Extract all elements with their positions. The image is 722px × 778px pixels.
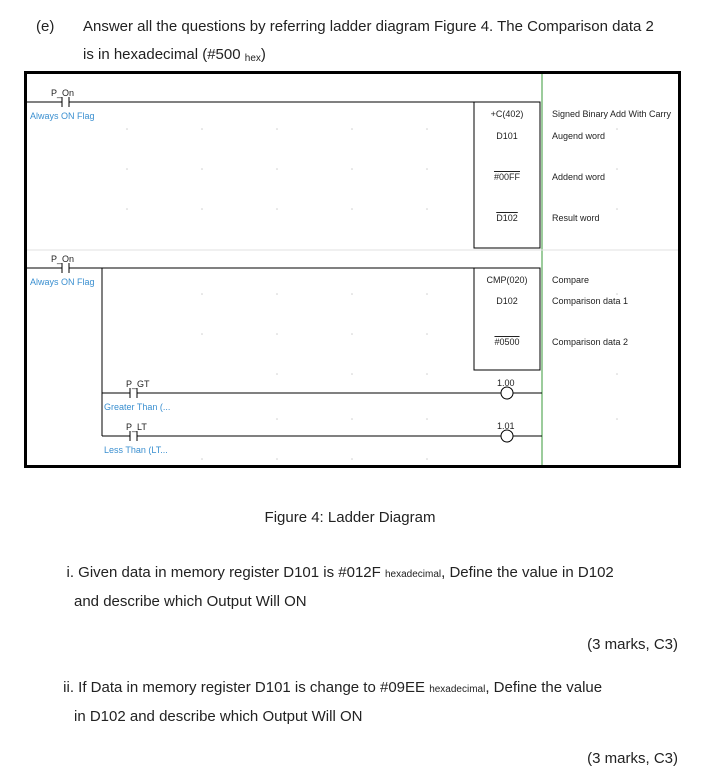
rung1-operand1: D101 [496, 131, 518, 141]
sub-question-1-pre: Given data in memory register D101 is #012F [78, 564, 381, 581]
sub-question-1-number: i. [66, 564, 74, 581]
rung2-contact-label: P_On [51, 254, 75, 264]
rung1-comment2: Addend word [552, 172, 606, 182]
rung1-instruction: +C(402) [490, 109, 524, 119]
rung2-comment-title: Compare [552, 275, 590, 285]
question-text-line2 [83, 46, 266, 64]
rung1-comment3: Result word [552, 213, 600, 223]
rung2-instruction: CMP(020) [486, 275, 528, 285]
sub-question-1-sub: hexadecimal [384, 569, 442, 580]
branch1-output-label: 1.00 [497, 378, 515, 388]
rung2-comment2: Comparison data 2 [552, 337, 629, 347]
rung2-comment1: Comparison data 1 [552, 296, 629, 306]
rung1-lines [27, 97, 540, 248]
sub-question-2-post: , Define the value [485, 679, 603, 696]
rung1-operand3-text: D102 [496, 213, 518, 223]
question-text-line1: Answer all the questions by referring ladder diagram Figure 4. The Comparison data 2 [83, 18, 654, 35]
rung1-contact-comment: Always ON Flag [30, 111, 95, 121]
branch2-contact-comment: Less Than (LT... [104, 445, 168, 455]
branch1-contact-label: P_GT [126, 379, 150, 389]
sub-question-2-sub: hexadecimal [429, 684, 486, 695]
ladder-diagram [24, 71, 681, 468]
sub-question-2-line1 [52, 679, 602, 696]
sub-question-2-pre: If Data in memory register D101 is change to #09EE [78, 679, 426, 696]
sub-question-1-post: , Define the value in D102 [441, 564, 614, 581]
rung2-operand2 [474, 337, 540, 347]
rung1-comment1: Augend word [552, 131, 606, 141]
question-line2-pre: is in hexadecimal (#500 [83, 46, 241, 63]
branch2-output-label: 1.01 [497, 421, 515, 431]
sub-question-1-line1 [52, 564, 614, 581]
sub-question-1-marks: (3 marks, C3) [587, 636, 678, 653]
branch2-contact-label: P_LT [126, 422, 147, 432]
rung2-lines [27, 263, 542, 442]
rung1-comment-title: Signed Binary Add With Carry [552, 109, 672, 119]
question-line2-sub: hex [244, 53, 261, 64]
grid-dots [126, 128, 618, 460]
rung1-contact-label: P_On [51, 88, 75, 98]
rung2-operand1: D102 [496, 296, 518, 306]
sub-question-2-line2: in D102 and describe which Output Will ON [74, 708, 363, 725]
figure-caption: Figure 4: Ladder Diagram [264, 509, 436, 526]
rung2-contact-comment: Always ON Flag [30, 277, 95, 287]
sub-question-2-marks: (3 marks, C3) [587, 750, 678, 767]
rung1-operand2-text: #00FF [493, 172, 520, 182]
rung1-operand3 [474, 213, 540, 223]
question-label: (e) [36, 18, 55, 35]
sub-question-2-number: ii. [63, 679, 74, 696]
branch1-contact-comment: Greater Than (... [104, 402, 171, 412]
rung2-operand2-text: #0500 [494, 337, 520, 347]
sub-question-1-line2: and describe which Output Will ON [74, 593, 307, 610]
question-line2-post: ) [260, 46, 266, 63]
rung1-operand2 [474, 172, 540, 182]
